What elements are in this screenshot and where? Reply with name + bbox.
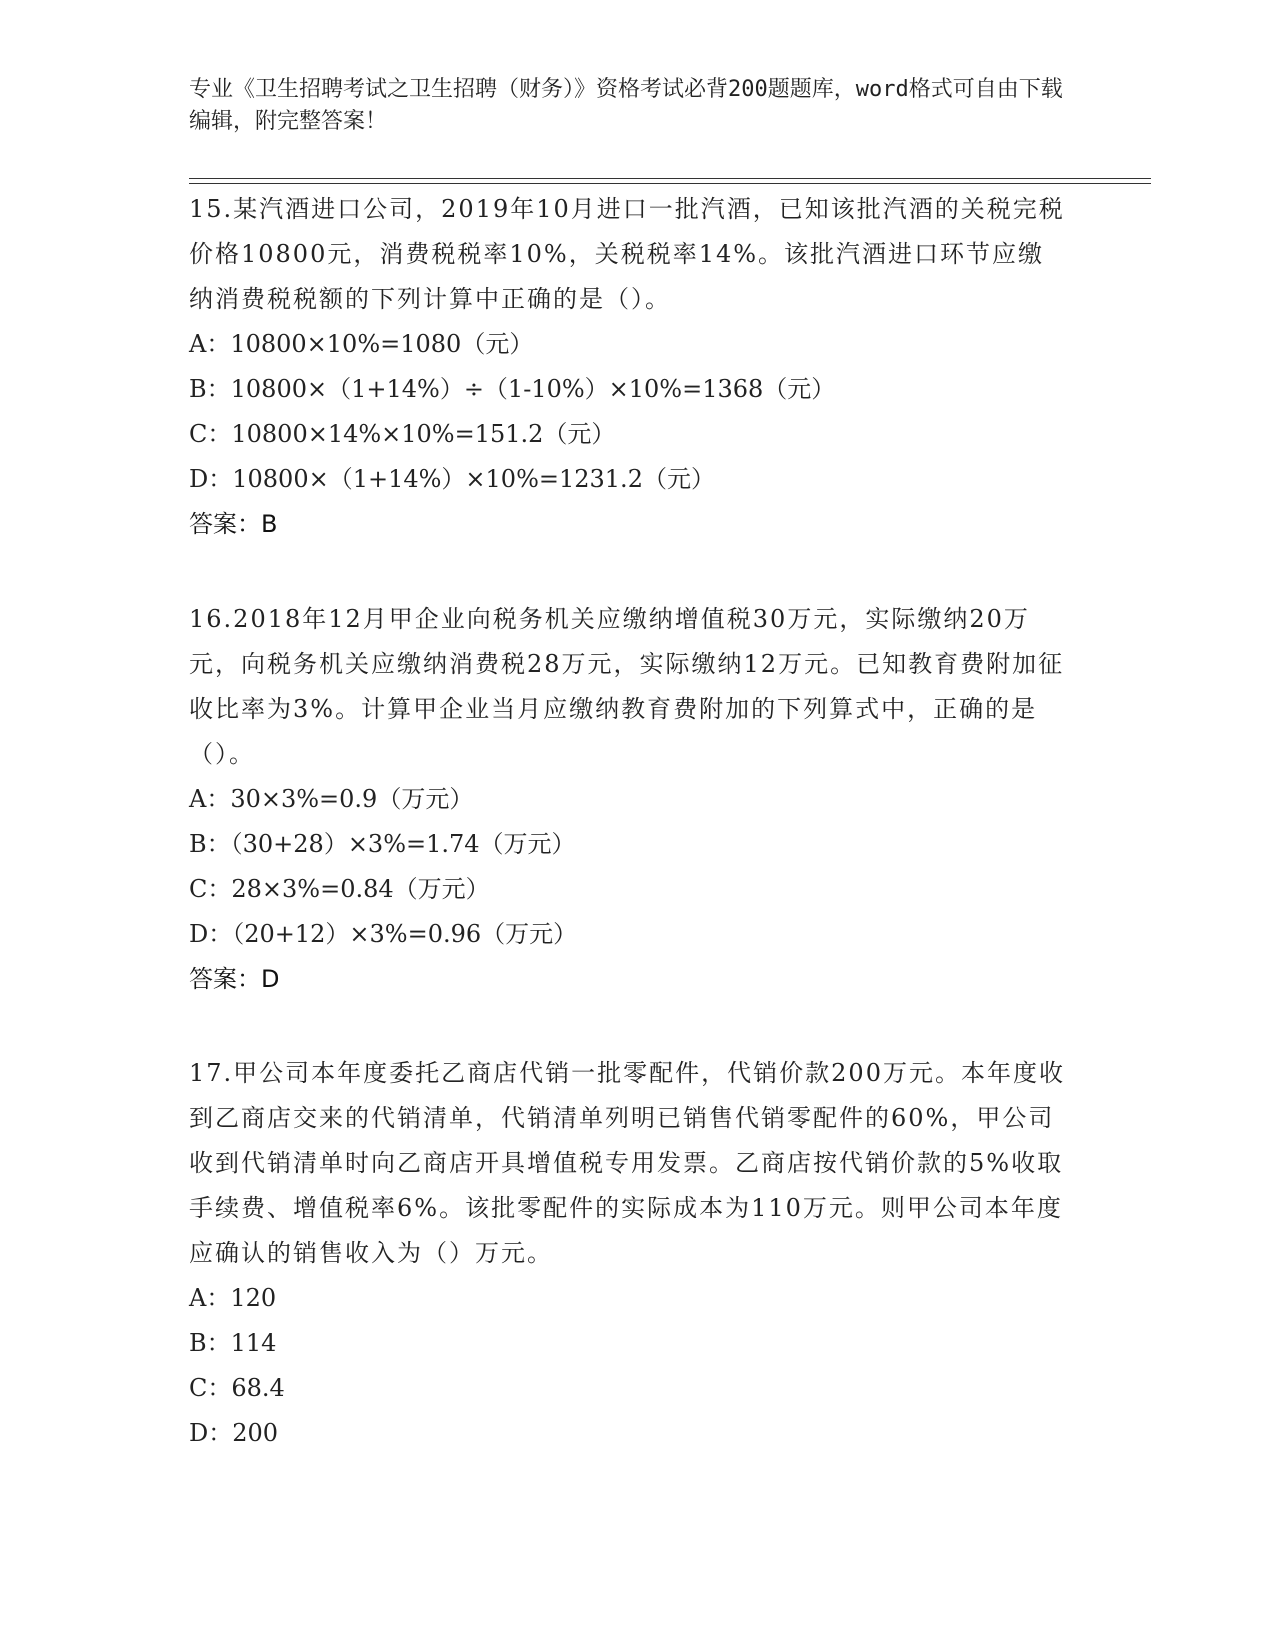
option-c: C：10800×14%×10%=151.2（元） <box>189 420 616 448</box>
question-15 <box>189 187 1069 547</box>
option-d: D：10800×（1+14%）×10%=1231.2（元） <box>189 465 715 493</box>
question-stem: 15.某汽酒进口公司，2019年10月进口一批汽酒，已知该批汽酒的关税完税价格10800元，消费税税率10%，关税税率14%。该批汽酒进口环节应缴纳消费税税额的下列计算中正确的是（）。 <box>189 195 1065 313</box>
option-b: B：114 <box>189 1329 277 1357</box>
document-header: 专业《卫生招聘考试之卫生招聘（财务）》资格考试必背200题题库，word格式可自由下载编辑，附完整答案！ <box>189 77 1063 134</box>
option-d: D：200 <box>189 1419 279 1447</box>
option-a: A：30×3%=0.9（万元） <box>189 785 474 813</box>
answer-label: 答案：D <box>189 965 280 993</box>
question-17 <box>189 1051 1069 1456</box>
question-16 <box>189 597 1069 1002</box>
option-a: A：10800×10%=1080（元） <box>189 330 534 358</box>
option-b: B：（30+28）×3%=1.74（万元） <box>189 830 576 858</box>
question-stem: 16.2018年12月甲企业向税务机关应缴纳增值税30万元，实际缴纳20万元，向税务机关应缴纳消费税28万元，实际缴纳12万元。已知教育费附加征收比率为3%。计算甲企业当月应缴纳教育费附加的下列算式中，正确的是（）。 <box>189 605 1065 768</box>
header-divider-top <box>189 178 1151 179</box>
option-c: C：68.4 <box>189 1374 285 1402</box>
option-b: B：10800×（1+14%）÷（1-10%）×10%=1368（元） <box>189 375 836 403</box>
option-d: D：（20+12）×3%=0.96（万元） <box>189 920 578 948</box>
answer-label: 答案：B <box>189 510 278 538</box>
header-divider-bottom <box>189 183 1151 184</box>
question-stem: 17.甲公司本年度委托乙商店代销一批零配件，代销价款200万元。本年度收到乙商店交来的代销清单，代销清单列明已销售代销零配件的60%，甲公司收到代销清单时向乙商店开具增值税专用发票。乙商店按代销价款的5%收取手续费、增值税率6%。该批零配件的实际成本为110万元。则甲公司本年度应确认的销售收入为（）万元。 <box>189 1059 1065 1267</box>
option-c: C：28×3%=0.84（万元） <box>189 875 490 903</box>
option-a: A：120 <box>189 1284 277 1312</box>
